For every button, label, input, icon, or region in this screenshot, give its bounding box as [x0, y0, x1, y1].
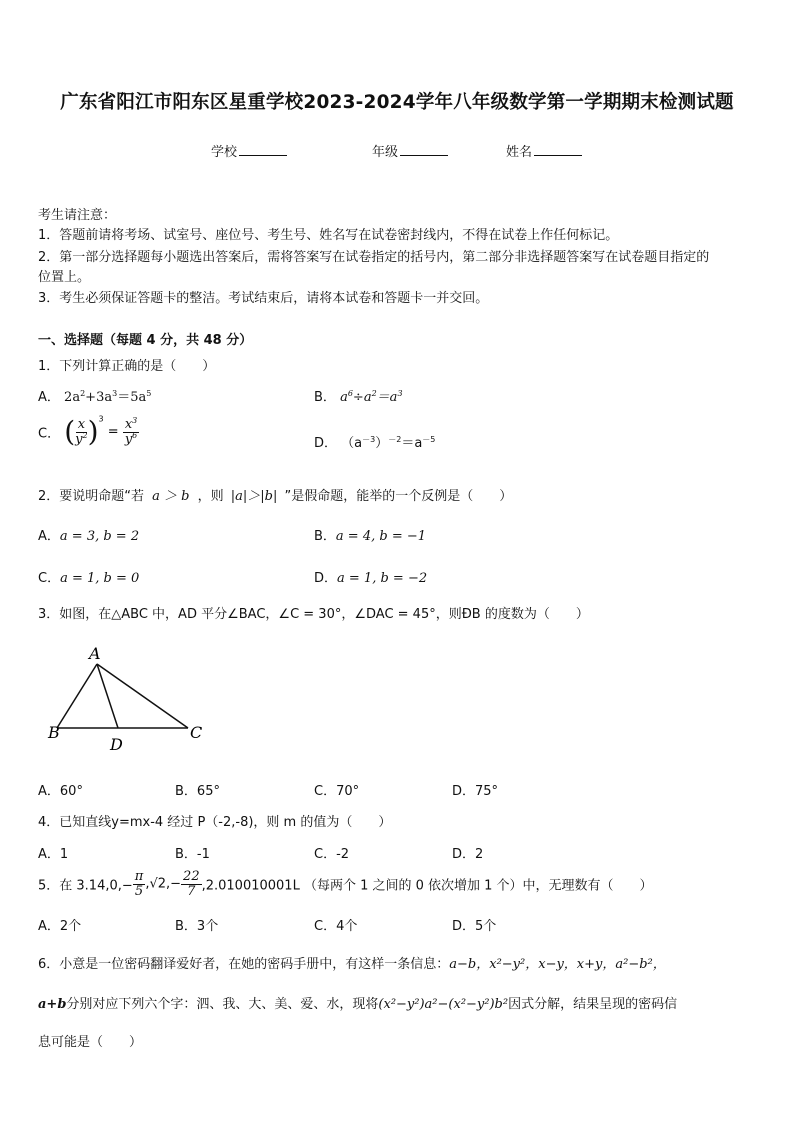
q5-option-d[interactable]: [452, 915, 496, 934]
grade-label: 年级: [372, 145, 399, 160]
name-field[interactable]: [506, 141, 582, 160]
expr-exp: －2: [388, 435, 402, 444]
paren-left: (: [64, 415, 76, 449]
option-value: 1: [59, 847, 69, 862]
q6-line-2: [38, 993, 677, 1012]
option-value: 3个: [196, 919, 219, 934]
vertex-label-b: B: [48, 723, 60, 742]
option-label: A．: [38, 390, 60, 405]
stem-text: 因式分解，结果呈现的密码信: [508, 997, 678, 1012]
fraction-den: 5: [134, 883, 144, 899]
school-label: 学校: [211, 145, 238, 160]
option-expr: a = 1, b = −2: [337, 571, 428, 586]
option-expr: a = 4, b = −1: [335, 529, 427, 544]
option-label: B．: [314, 390, 336, 405]
q1-option-c[interactable]: [38, 414, 139, 449]
stem-text: 5．在 3.14,0,−: [38, 878, 133, 894]
stem-text: ,2.010010001L （每两个 1 之间的 0 依次增加 1 个）中，无理数有（ ）: [201, 878, 653, 894]
fraction: [123, 418, 139, 446]
q4-option-c[interactable]: [314, 843, 349, 862]
expr-exp: 6: [347, 389, 353, 398]
q6-line-1: [38, 953, 666, 972]
stem-math: a ＞ b: [152, 489, 190, 504]
name-label: 姓名: [506, 145, 533, 160]
q3-stem: 3．如图，在△ABC 中，AD 平分∠BAC，∠C = 30°，∠DAC = 45°，则ÐB 的度数为（ ）: [38, 607, 589, 622]
expr-part: 2a: [64, 390, 81, 405]
section-heading: 一、选择题（每题 4 分，共 48 分）: [38, 333, 253, 348]
expr-exp: －5: [422, 435, 436, 444]
option-label: C．: [38, 571, 61, 586]
expr-exp: －3: [362, 435, 376, 444]
option-expr: a = 3, b = 2: [59, 529, 140, 544]
stem-text: 6．小意是一位密码翻译爱好者，在她的密码手册中，有这样一条信息：: [38, 957, 450, 972]
fraction-den: $y^2$: [75, 430, 88, 447]
option-value: 70°: [336, 784, 360, 799]
option-label: B．: [314, 529, 336, 544]
point-label-d: D: [110, 735, 123, 754]
stem-text: ，则: [197, 489, 224, 504]
q3-option-b[interactable]: [175, 780, 220, 799]
name-blank[interactable]: [534, 143, 582, 156]
stem-math: |a|＞|b|: [230, 489, 278, 504]
triangle-figure: [40, 640, 220, 755]
option-label: B．: [175, 919, 197, 934]
q2-option-b[interactable]: [314, 525, 426, 544]
grade-blank[interactable]: [400, 143, 448, 156]
stem-text: 分别对应下列六个字：泗、我、大、美、爱、水，现将: [66, 997, 379, 1012]
q2-option-d[interactable]: [314, 567, 427, 586]
expr-exp: 3: [112, 389, 118, 398]
option-label: B．: [175, 784, 197, 799]
q4-stem: 4．已知直线y=mx-4 经过 P（-2,-8)，则 m 的值为（ ）: [38, 815, 392, 830]
stem-math: (x²−y²)a²−(x²−y²)b²: [378, 997, 509, 1012]
q2-option-c[interactable]: [38, 567, 139, 586]
option-label: D．: [452, 847, 476, 862]
option-value: -2: [336, 847, 350, 862]
expr-part: a: [340, 390, 348, 405]
vertex-label-a: A: [89, 644, 101, 663]
fraction-num: π: [134, 869, 144, 884]
option-label: D．: [452, 784, 476, 799]
q4-option-b[interactable]: [175, 843, 210, 862]
option-label: A．: [38, 847, 60, 862]
equals-sign: =: [107, 424, 119, 440]
expr-part: ＝a: [376, 390, 398, 405]
expr-part: +3a: [85, 390, 113, 405]
q5-stem: [38, 870, 653, 898]
expr-part: ＝5a: [117, 390, 147, 405]
q4-option-a[interactable]: [38, 843, 68, 862]
option-value: 60°: [59, 784, 83, 799]
expr-exp: 3: [98, 414, 104, 424]
q1-option-b[interactable]: [314, 386, 403, 405]
option-value: 4个: [336, 919, 358, 934]
option-value: -1: [196, 847, 210, 862]
expr-exp: 2: [371, 389, 377, 398]
q1-option-a[interactable]: [38, 386, 151, 405]
q6-line-3: 息可能是（ ）: [38, 1035, 143, 1050]
option-label: D．: [314, 436, 338, 451]
fraction: [75, 418, 87, 446]
q5-option-b[interactable]: [175, 915, 218, 934]
notice-item-1: 1．答题前请将考场、试室号、座位号、考生号、姓名写在试卷密封线内，不得在试卷上作任何标记。: [38, 228, 619, 243]
bisector-ad: [97, 664, 118, 728]
option-value: 65°: [196, 784, 220, 799]
stem-math: a−b，x²−y²，x−y，x+y，a²−b²，: [449, 957, 666, 972]
q3-option-c[interactable]: [314, 780, 359, 799]
q3-option-d[interactable]: [452, 780, 498, 799]
expr-part: ÷a: [352, 390, 372, 405]
notice-item-2: 2．第一部分选择题每小题选出答案后，需将答案写在试卷指定的括号内，第二部分非选择题答案写在试卷题目指定的: [38, 250, 710, 265]
side-ac: [97, 664, 188, 728]
notice-heading: 考生请注意：: [38, 208, 117, 223]
fraction-num: x: [77, 417, 86, 432]
option-label: A．: [38, 919, 60, 934]
q3-option-a[interactable]: [38, 780, 83, 799]
option-label: A．: [38, 784, 60, 799]
fraction-den: $y^6$: [124, 430, 138, 447]
option-label: D．: [452, 919, 476, 934]
option-label: C．: [314, 847, 337, 862]
school-field[interactable]: [211, 141, 287, 160]
expr-exp: 2: [80, 389, 86, 398]
side-ab: [57, 664, 97, 728]
q5-option-c[interactable]: [314, 915, 357, 934]
exam-title: 广东省阳江市阳东区星重学校2023-2024学年八年级数学第一学期期末检测试题: [60, 92, 734, 113]
grade-field[interactable]: [372, 141, 448, 160]
paren-right: ): [87, 415, 99, 449]
q4-option-d[interactable]: [452, 843, 483, 862]
fraction-num: $x^3$: [124, 416, 138, 432]
option-label: B．: [175, 847, 197, 862]
option-label: D．: [314, 571, 338, 586]
expr-exp: 5: [146, 389, 152, 398]
option-value: 2: [475, 847, 484, 862]
vertex-label-c: C: [190, 723, 203, 742]
fraction: [133, 870, 146, 898]
option-value: 75°: [475, 784, 499, 799]
q2-stem: [38, 485, 512, 504]
fraction-den: 7: [187, 883, 196, 899]
option-label: C．: [314, 784, 337, 799]
fraction-num: 22: [183, 869, 200, 884]
stem-math: a+b: [38, 997, 67, 1012]
option-label: A．: [38, 529, 60, 544]
option-value: 5个: [475, 919, 497, 934]
q2-option-a[interactable]: [38, 525, 139, 544]
option-value: 2个: [59, 919, 82, 934]
expr-part: ＝a: [401, 436, 423, 451]
expr-part: ）: [375, 436, 389, 451]
school-blank[interactable]: [239, 143, 287, 156]
expr-part: （a: [341, 436, 363, 451]
q5-option-a[interactable]: [38, 915, 81, 934]
q1-option-d[interactable]: [314, 432, 435, 451]
fraction: [181, 870, 202, 898]
notice-item-3: 3．考生必须保证答题卡的整洁。考试结束后，请将本试卷和答题卡一并交回。: [38, 291, 489, 306]
stem-text: ,√2,−: [145, 876, 182, 892]
expr-exp: 3: [397, 389, 403, 398]
notice-item-2-cont: 位置上。: [38, 270, 91, 285]
option-expr: a = 1, b = 0: [60, 571, 140, 586]
option-label: C．: [38, 426, 61, 442]
q1-stem: 1．下列计算正确的是（ ）: [38, 359, 216, 374]
stem-text: 2．要说明命题“若: [38, 489, 145, 504]
stem-text: ”是假命题，能举的一个反例是（ ）: [284, 489, 513, 504]
option-label: C．: [314, 919, 337, 934]
